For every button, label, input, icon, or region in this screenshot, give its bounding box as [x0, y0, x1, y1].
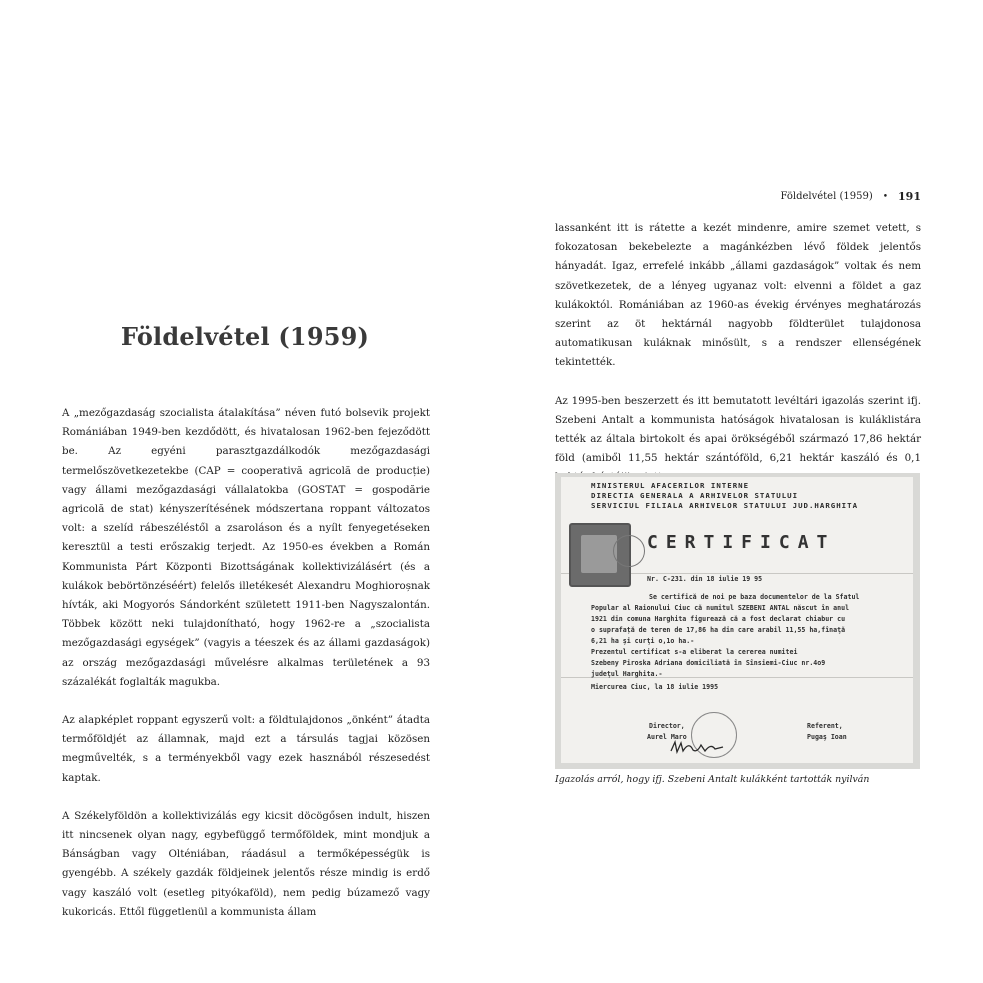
paragraph: lassanként itt is rátette a kezét mindenre, amire szemet vetett, s fokozatosan bekebelezte a magánkézben lévő földek jelentős hányadát. Igaz, errefelé inkább „állami gazdaságok” voltak és nem szövetkezetek, de a lényeg ugyanaz volt: elvenni a földet a gaz kulákoktól. Romániában az 1960-as évekig érvényes meghatározás szerint az öt hektárnál nagyobb földterület tulajdonosa automatikusan kuláknak minősült, s a rendszer ellenségének tekintették. [555, 222, 921, 369]
left-page-text [62, 404, 430, 941]
header-bullet: • [882, 191, 889, 202]
paragraph: A „mezőgazdaság szocialista átalakítása” néven futó bolsevik projekt Romániában 1949-ben kezdődött, és hivatalosan 1962-ben fejeződött be. Az egyéni parasztgazdálkodók mezőgazdasági termelőszövetkezetekbe (CAP = cooperativă agricolă de producție) vagy állami mezőgazdasági vállalatokba (GOSTAT = gospodărie agricolă de stat) kényszerítésének módszertana roppant változatos volt: a szelíd rábeszéléstől a zsaroláson és a nyílt fenyegetéseken keresztül a testi erőszakig terjedt. Az 1950-es években a Román Kommunista Párt Központi Bizottságának kollektivizálásért (és a kulákok bebörtönzéséért) felelős illetékesét Alexandru Moghioroșnak hívták, aki Mogyorós Sándorként született 1911-ben Nagyszalontán. Többek között neki tulajdonítható, hogy 1962-re a „szocialista mezőgazdasági egységek” (vagyis a téeszek és az állami gazdaságok) az ország mezőgazdasági művelésre alkalmas területének a 93 százalékát foglalták magukba. [62, 407, 430, 688]
certificate-title: CERTIFICAT [647, 532, 836, 553]
right-page-text [555, 219, 921, 507]
certificate-body-line: Szebeny Piroska Adriana domiciliată în Sînsiemi-Ciuc nr.4o9 [591, 659, 826, 667]
handwritten-signature [669, 739, 725, 755]
certificate-body-line: Miercurea Ciuc, la 18 iulie 1995 [591, 683, 719, 691]
paragraph: A Székelyföldön a kollektivizálás egy kicsit döcögősen indult, hiszen itt nincsenek olyan nagy, egybefüggő termőföldek, mint mondjuk a Bánságban vagy Olténiában, ráadásul a termőképességük is gyengébb. A székely gazdák földjeinek jelentős része mindig is erdő vagy kaszáló volt (esetleg pityókaföld), nem pedig búzamező vagy kukoricás. Ettől függetlenül a kommunista állam [62, 809, 430, 918]
certificate-body-line: 6,21 ha şi curţi o,1o ha.- [591, 637, 695, 645]
portrait-photo [581, 535, 617, 573]
chapter-title: Földelvétel (1959) [120, 322, 370, 351]
certificate-body-line: o suprafață de teren de 17,86 ha din care arabil 11,55 ha,fînaţă [591, 626, 846, 634]
certificate-photo [555, 473, 920, 769]
seal-stamp [613, 535, 645, 567]
certificate-header-line: MINISTERUL AFACERILOR INTERNE [591, 481, 750, 490]
certificate-body-line: Prezentul certificat s-a eliberat la cererea numitei [591, 648, 798, 656]
signature-right-name: Pugaş Ioan [807, 733, 847, 741]
page-number: 191 [898, 190, 921, 203]
paragraph: Az 1995-ben beszerzett és itt bemutatott levéltári igazolás szerint ifj. Szebeni Antalt a kommunista hatóságok hivatalosan is kuláklistára tették az általa birtokolt és apai örökségéből származó 17,86 hektár föld (amiből 11,55 hektár szántóföld, 6,21 hektár kaszáló és 0,1 [555, 394, 921, 465]
certificate-body-line: 1921 din comuna Harghita figurează că a fost declarat chiabur cu [591, 615, 846, 623]
signature-left-role: Director, [649, 722, 685, 730]
certificate-body-line: judeţul Harghita.- [591, 670, 663, 678]
signature-left-name: Aurel Maro [647, 733, 687, 741]
paragraph: Az alapképlet roppant egyszerű volt: a földtulajdonos „önként” átadta termőföldjét az államnak, majd ezt a társulás tagjai közösen megművelték, s a terményekből vagy ezek hasznából részesedést kaptak. [62, 714, 430, 784]
running-header [780, 190, 921, 203]
certificate-body-line: Popular al Raionului Ciuc că numitul SZEBENI ANTAL născut în anul [591, 604, 850, 612]
certificate-body-line: Se certifică de noi pe baza documentelor de la Sfatul [649, 593, 860, 601]
certificate-number-line: Nr. C-231. din 18 iulie 19 95 [647, 575, 763, 583]
signature-right-role: Referent, [807, 722, 843, 730]
certificate-paper [561, 477, 913, 763]
certificate-header-line: DIRECTIA GENERALA A ARHIVELOR STATULUI [591, 491, 799, 500]
running-title: Földelvétel (1959) [780, 191, 873, 202]
figure-caption: Igazolás arról, hogy ifj. Szebeni Antalt kulákként tartották nyilván [555, 774, 870, 785]
certificate-header-line: SERVICIUL FILIALA ARHIVELOR STATULUI JUD.HARGHITA [591, 501, 859, 510]
